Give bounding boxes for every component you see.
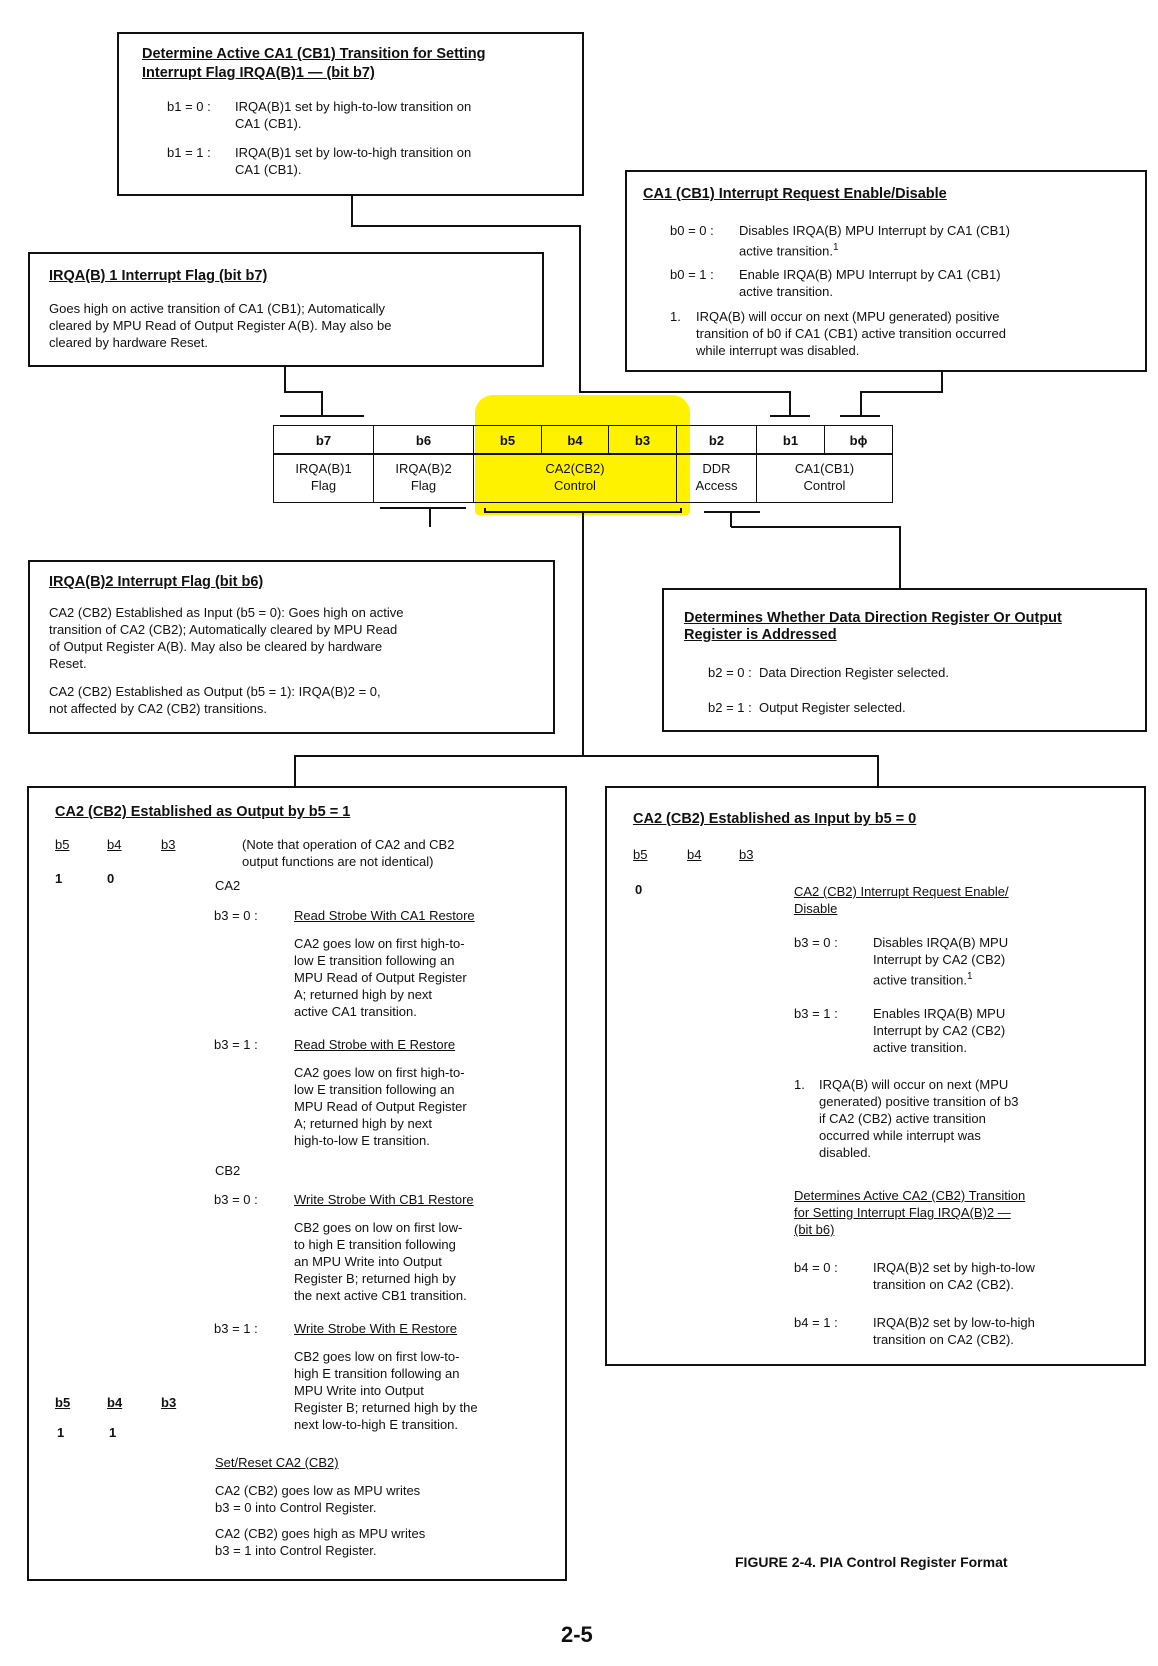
s1-line-2: low E transition following an bbox=[294, 953, 455, 968]
bit-b2: b2 bbox=[676, 425, 757, 454]
e0-sup: 1 bbox=[966, 971, 973, 982]
wire-b0 bbox=[861, 370, 942, 416]
s4-line-3: MPU Write into Output bbox=[294, 1383, 424, 1398]
bit-b3: b3 bbox=[608, 425, 677, 454]
b0-0-code: b0 = 0 : bbox=[670, 223, 714, 238]
in-note-3: if CA2 (CB2) active transition bbox=[819, 1111, 986, 1126]
b1-box-title-1: Determine Active CA1 (CB1) Transition for Setting bbox=[142, 46, 486, 62]
bit-b1: b1 bbox=[756, 425, 825, 454]
s2-title: Read Strobe with E Restore bbox=[294, 1037, 456, 1052]
s2-line-1: CA2 goes low on first high-to- bbox=[294, 1065, 465, 1080]
s4-line-5: next low-to-high E transition. bbox=[294, 1417, 459, 1432]
en-title-1: CA2 (CB2) Interrupt Request Enable/ bbox=[794, 884, 1009, 899]
s5-line-2a: CA2 (CB2) goes high as MPU writes bbox=[215, 1526, 426, 1541]
desc-ca1-control bbox=[756, 454, 893, 503]
s4-line-2: high E transition following an bbox=[294, 1366, 460, 1381]
bit-b4: b4 bbox=[541, 425, 609, 454]
input-title: CA2 (CB2) Established as Input by b5 = 0 bbox=[633, 811, 917, 827]
desc-ca2-line1: CA2(CB2) bbox=[545, 461, 605, 476]
t0-code: b4 = 0 : bbox=[794, 1260, 838, 1275]
desc-ca2-line2: Control bbox=[554, 478, 596, 493]
t1-line-1: IRQA(B)2 set by low-to-high bbox=[873, 1315, 1035, 1330]
s1-code: b3 = 0 : bbox=[214, 908, 258, 923]
irq1-flag-box bbox=[28, 252, 544, 367]
ca1-note-2: transition of b0 if CA1 (CB1) active transition occurred bbox=[696, 326, 1006, 341]
en-title-2: Disable bbox=[794, 901, 838, 916]
e0-line-1: Disables IRQA(B) MPU bbox=[873, 935, 1009, 950]
t0-line-2: transition on CA2 (CB2). bbox=[873, 1277, 1014, 1292]
b1-transition-box bbox=[117, 32, 584, 196]
e1-line-2: Interrupt by CA2 (CB2) bbox=[873, 1023, 1006, 1038]
ddr-title-1: Determines Whether Data Direction Register Or Output bbox=[684, 610, 1062, 626]
bit-b7: b7 bbox=[273, 425, 374, 454]
s4-code: b3 = 1 : bbox=[214, 1321, 258, 1336]
wire-b2 bbox=[731, 527, 900, 588]
out-col-b4: b4 bbox=[107, 837, 122, 852]
ddr-b2-1: b2 = 1 : Output Register selected. bbox=[708, 700, 906, 715]
s1-line-4: A; returned high by next bbox=[294, 987, 433, 1002]
b0-1-code: b0 = 1 : bbox=[670, 267, 714, 282]
irq1-text-3: cleared by hardware Reset. bbox=[49, 335, 208, 350]
e1-line-1: Enables IRQA(B) MPU bbox=[873, 1006, 1006, 1021]
irq2-p1-1: CA2 (CB2) Established as Input (b5 = 0): Goes high on active bbox=[49, 605, 404, 620]
s2-line-4: A; returned high by next bbox=[294, 1116, 433, 1131]
s3-line-1: CB2 goes on low on first low- bbox=[294, 1220, 463, 1235]
s2-line-5: high-to-low E transition. bbox=[294, 1133, 430, 1148]
b1-1-code: b1 = 1 : bbox=[167, 145, 211, 160]
bit-b5: b5 bbox=[473, 425, 542, 454]
s4-title: Write Strobe With E Restore bbox=[294, 1321, 458, 1336]
desc-ddr-access bbox=[676, 454, 757, 503]
irq1-text-1: Goes high on active transition of CA1 (CB1); Automatically bbox=[49, 301, 385, 316]
s5-title: Set/Reset CA2 (CB2) bbox=[215, 1455, 339, 1470]
s3-title: Write Strobe With CB1 Restore bbox=[294, 1192, 474, 1207]
t0-line-1: IRQA(B)2 set by high-to-low bbox=[873, 1260, 1035, 1275]
ca1-enable-box bbox=[625, 170, 1147, 372]
desc-ca2-control bbox=[473, 454, 677, 503]
b0-1-text-2: active transition. bbox=[739, 284, 833, 299]
out-note-1: (Note that operation of CA2 and CB2 bbox=[242, 837, 455, 852]
e0-line-2: Interrupt by CA2 (CB2) bbox=[873, 952, 1006, 967]
ca1-note-num: 1. bbox=[670, 309, 681, 324]
b1-0-text-2: CA1 (CB1). bbox=[235, 116, 302, 131]
t1-line-2: transition on CA2 (CB2). bbox=[873, 1332, 1014, 1347]
figure-caption: FIGURE 2-4. PIA Control Register Format bbox=[735, 1554, 1008, 1570]
s5-line-1a: CA2 (CB2) goes low as MPU writes bbox=[215, 1483, 421, 1498]
in-col-b3: b3 bbox=[739, 847, 754, 862]
desc-ca1-line2: Control bbox=[803, 478, 846, 493]
out-col-b3: b3 bbox=[161, 837, 176, 852]
wire-b7 bbox=[285, 366, 322, 416]
in-col-b4: b4 bbox=[687, 847, 702, 862]
out-val-b5: 1 bbox=[55, 871, 63, 886]
s3-line-4: Register B; returned high by bbox=[294, 1271, 456, 1286]
irq1-text-2: cleared by MPU Read of Output Register A(B). May also be bbox=[49, 318, 392, 333]
in-note-num: 1. bbox=[794, 1077, 805, 1092]
s3-line-2: to high E transition following bbox=[294, 1237, 456, 1252]
s3-code: b3 = 0 : bbox=[214, 1192, 258, 1207]
e0-code: b3 = 0 : bbox=[794, 935, 838, 950]
irq2-p1-3: of Output Register A(B). May also be cleared by hardware bbox=[49, 639, 383, 654]
out2-val-b4: 1 bbox=[109, 1425, 117, 1440]
ddr-select-box bbox=[662, 588, 1147, 732]
desc-irq2-line2: Flag bbox=[410, 478, 437, 493]
irq2-p1-4: Reset. bbox=[49, 656, 87, 671]
s4-line-4: Register B; returned high by the bbox=[294, 1400, 478, 1415]
desc-irq1-flag bbox=[273, 454, 374, 503]
ddr-title-2: Register is Addressed bbox=[684, 627, 837, 643]
b1-1-text-2: CA1 (CB1). bbox=[235, 162, 302, 177]
ddr-b2-0: b2 = 0 : Data Direction Register selected. bbox=[708, 665, 949, 680]
desc-irq2-line1: IRQA(B)2 bbox=[395, 461, 452, 476]
out2-col-b5: b5 bbox=[55, 1395, 71, 1410]
output-title: CA2 (CB2) Established as Output by b5 = 1 bbox=[55, 804, 351, 820]
s5-line-1b: b3 = 0 into Control Register. bbox=[215, 1500, 377, 1515]
desc-irq1-line1: IRQA(B)1 bbox=[295, 461, 352, 476]
out2-val-b5: 1 bbox=[57, 1425, 65, 1440]
out-col-b5: b5 bbox=[55, 837, 70, 852]
tr-title-3: (bit b6) bbox=[794, 1222, 835, 1237]
desc-ca1-line1: CA1(CB1) bbox=[794, 461, 855, 476]
s5-line-2b: b3 = 1 into Control Register. bbox=[215, 1543, 377, 1558]
control-register-table bbox=[273, 425, 893, 503]
b1-0-text-1: IRQA(B)1 set by high-to-low transition on bbox=[235, 99, 472, 114]
desc-ddr-line2: Access bbox=[695, 478, 738, 493]
wire-ca2-right bbox=[583, 756, 878, 786]
ca1-note-3: while interrupt was disabled. bbox=[696, 343, 860, 358]
page-number: 2-5 bbox=[561, 1622, 593, 1647]
e1-line-3: active transition. bbox=[873, 1040, 967, 1055]
in-note-4: occurred while interrupt was bbox=[819, 1128, 981, 1143]
in-val-b5: 0 bbox=[635, 882, 643, 897]
ca1-enable-title: CA1 (CB1) Interrupt Request Enable/Disable bbox=[643, 186, 947, 202]
bit-b6: b6 bbox=[373, 425, 474, 454]
b0-0-sup: 1 bbox=[832, 242, 839, 253]
s2-code: b3 = 1 : bbox=[214, 1037, 258, 1052]
irq2-flag-box bbox=[28, 560, 555, 734]
irq2-p2-2: not affected by CA2 (CB2) transitions. bbox=[49, 701, 267, 716]
in-note-1: IRQA(B) will occur on next (MPU bbox=[819, 1077, 1009, 1092]
out-ca2-label: CA2 bbox=[215, 878, 241, 893]
s1-line-1: CA2 goes low on first high-to- bbox=[294, 936, 465, 951]
in-note-5: disabled. bbox=[819, 1145, 872, 1160]
out2-col-b4: b4 bbox=[107, 1395, 123, 1410]
out-val-b4: 0 bbox=[107, 871, 115, 886]
s2-line-3: MPU Read of Output Register bbox=[294, 1099, 467, 1114]
in-note-2: generated) positive transition of b3 bbox=[819, 1094, 1019, 1109]
irq1-title: IRQA(B) 1 Interrupt Flag (bit b7) bbox=[49, 268, 268, 284]
bit-b0: bϕ bbox=[824, 425, 893, 454]
out-cb2-label: CB2 bbox=[215, 1163, 241, 1178]
in-col-b5: b5 bbox=[633, 847, 648, 862]
s1-title: Read Strobe With CA1 Restore bbox=[294, 908, 475, 923]
s4-line-1: CB2 goes low on first low-to- bbox=[294, 1349, 460, 1364]
out2-col-b3: b3 bbox=[161, 1395, 177, 1410]
desc-irq2-flag bbox=[373, 454, 474, 503]
s1-line-5: active CA1 transition. bbox=[294, 1004, 417, 1019]
irq2-title: IRQA(B)2 Interrupt Flag (bit b6) bbox=[49, 574, 264, 590]
desc-ddr-line1: DDR bbox=[702, 461, 731, 476]
t1-code: b4 = 1 : bbox=[794, 1315, 838, 1330]
b1-box-title-2: Interrupt Flag IRQA(B)1 — (bit b7) bbox=[142, 65, 375, 81]
b0-1-text-1: Enable IRQA(B) MPU Interrupt by CA1 (CB1) bbox=[739, 267, 1001, 282]
e1-code: b3 = 1 : bbox=[794, 1006, 838, 1021]
tr-title-2: for Setting Interrupt Flag IRQA(B)2 — bbox=[794, 1205, 1011, 1220]
s2-line-2: low E transition following an bbox=[294, 1082, 455, 1097]
s1-line-3: MPU Read of Output Register bbox=[294, 970, 467, 985]
tr-title-1: Determines Active CA2 (CB2) Transition bbox=[794, 1188, 1026, 1203]
irq2-p2-1: CA2 (CB2) Established as Output (b5 = 1): IRQA(B)2 = 0, bbox=[49, 684, 381, 699]
b0-0-text-2: active transition. bbox=[739, 243, 833, 259]
b1-0-code: b1 = 0 : bbox=[167, 99, 211, 114]
b0-0-text-1: Disables IRQA(B) MPU Interrupt by CA1 (CB1) bbox=[739, 223, 1010, 238]
e0-line-3: active transition. bbox=[873, 972, 967, 988]
b1-1-text-1: IRQA(B)1 set by low-to-high transition on bbox=[235, 145, 472, 160]
s3-line-5: the next active CB1 transition. bbox=[294, 1288, 467, 1303]
s3-line-3: an MPU Write into Output bbox=[294, 1254, 442, 1269]
out-note-2: output functions are not identical) bbox=[242, 854, 434, 869]
ca1-note-1: IRQA(B) will occur on next (MPU generated) positive bbox=[696, 309, 1000, 324]
irq2-p1-2: transition of CA2 (CB2); Automatically cleared by MPU Read bbox=[49, 622, 398, 637]
desc-irq1-line2: Flag bbox=[310, 478, 337, 493]
